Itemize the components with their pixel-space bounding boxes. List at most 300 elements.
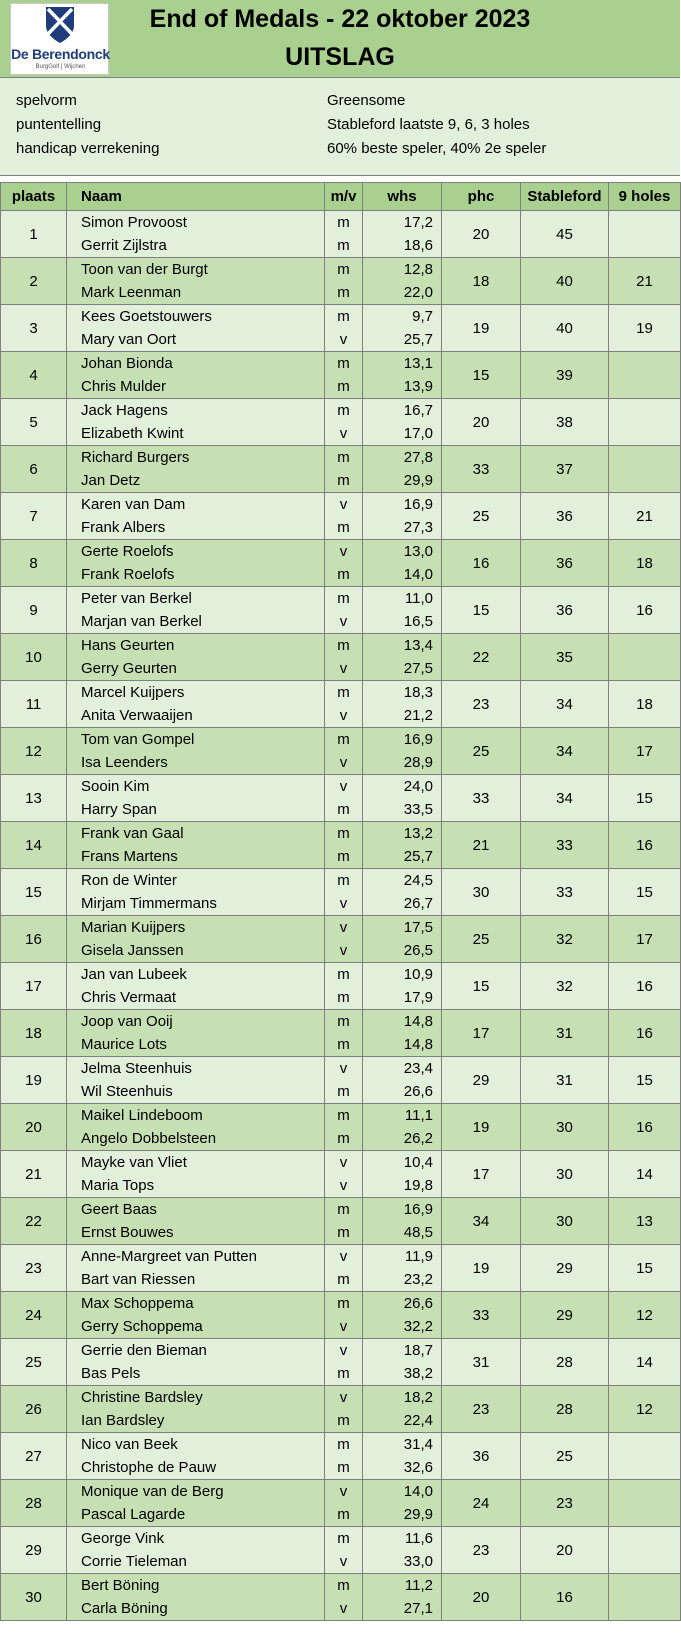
cell-mv-second: v <box>339 754 348 771</box>
cell-stableford: 32 <box>521 963 609 1010</box>
cell-9-holes <box>609 352 681 399</box>
cell-whs <box>363 211 442 258</box>
cell-mv-second: m <box>337 472 350 489</box>
cell-plaats: 19 <box>1 1057 67 1104</box>
cell-plaats: 25 <box>1 1339 67 1386</box>
table-row <box>1 587 681 634</box>
cell-phc: 24 <box>442 1480 521 1527</box>
cell-plaats: 30 <box>1 1574 67 1621</box>
cell-naam-first: Frank van Gaal <box>81 825 184 842</box>
cell-whs-pair <box>363 1480 441 1526</box>
cell-naam <box>67 211 325 258</box>
cell-whs-pair <box>363 1386 441 1432</box>
cell-whs-first: 16,9 <box>403 496 433 513</box>
cell-naam-second: Gerry Geurten <box>81 660 177 677</box>
cell-mv <box>325 1104 363 1151</box>
cell-mv <box>325 1527 363 1574</box>
info-row-spelvorm <box>0 92 680 116</box>
cell-stableford: 45 <box>521 211 609 258</box>
cell-naam-second: Maria Tops <box>81 1177 155 1194</box>
cell-mv-first: m <box>337 684 350 701</box>
game-info <box>0 78 680 176</box>
cell-stableford: 34 <box>521 728 609 775</box>
cell-mv-pair <box>325 775 362 821</box>
info-label: spelvorm <box>16 92 77 109</box>
cell-mv <box>325 1386 363 1433</box>
cell-whs-second: 17,0 <box>403 425 433 442</box>
cell-whs-second: 32,6 <box>403 1459 433 1476</box>
cell-naam <box>67 634 325 681</box>
cell-mv-second: v <box>339 1177 348 1194</box>
cell-whs <box>363 493 442 540</box>
cell-whs-pair <box>363 1339 441 1385</box>
cell-mv-second: m <box>337 1224 350 1241</box>
cell-naam-second: Bart van Riessen <box>81 1271 196 1288</box>
cell-naam-pair <box>67 399 324 445</box>
cell-mv-second: v <box>339 1318 348 1335</box>
cell-plaats: 12 <box>1 728 67 775</box>
cell-stableford: 36 <box>521 540 609 587</box>
col-header-stableford: Stableford <box>521 183 609 211</box>
cell-mv-pair <box>325 1151 362 1197</box>
cell-plaats: 29 <box>1 1527 67 1574</box>
cell-whs-first: 26,6 <box>403 1295 433 1312</box>
cell-whs-second: 19,8 <box>403 1177 433 1194</box>
cell-naam-first: George Vink <box>81 1530 165 1547</box>
cell-whs-pair <box>363 822 441 868</box>
cell-plaats: 22 <box>1 1198 67 1245</box>
cell-stableford: 34 <box>521 775 609 822</box>
cell-phc: 23 <box>442 1386 521 1433</box>
cell-mv-first: v <box>339 1248 348 1265</box>
page-title: End of Medals - 22 oktober 2023 <box>149 5 531 33</box>
cell-plaats: 8 <box>1 540 67 587</box>
cell-whs-first: 27,8 <box>403 449 433 466</box>
col-header-naam: Naam <box>67 183 325 211</box>
cell-naam-pair <box>67 1292 324 1338</box>
col-header-mv: m/v <box>325 183 363 211</box>
cell-naam-first: Nico van Beek <box>81 1436 178 1453</box>
cell-stableford: 36 <box>521 587 609 634</box>
cell-mv-pair <box>325 822 362 868</box>
cell-naam-second: Marjan van Berkel <box>81 613 202 630</box>
cell-whs-first: 14,8 <box>403 1013 433 1030</box>
cell-naam <box>67 681 325 728</box>
cell-phc: 15 <box>442 352 521 399</box>
cell-naam-second: Chris Vermaat <box>81 989 177 1006</box>
cell-whs-second: 27,3 <box>403 519 433 536</box>
cell-whs-first: 13,4 <box>403 637 433 654</box>
cell-naam-first: Simon Provoost <box>81 214 187 231</box>
table-row <box>1 211 681 258</box>
cell-naam-pair <box>67 1339 324 1385</box>
cell-plaats: 13 <box>1 775 67 822</box>
cell-naam-second: Ernst Bouwes <box>81 1224 174 1241</box>
cell-whs-pair <box>363 634 441 680</box>
cell-whs <box>363 1527 442 1574</box>
cell-whs-first: 13,2 <box>403 825 433 842</box>
cell-mv <box>325 1292 363 1339</box>
cell-stableford: 28 <box>521 1339 609 1386</box>
cell-whs-first: 10,9 <box>403 966 433 983</box>
cell-plaats: 4 <box>1 352 67 399</box>
cell-naam <box>67 399 325 446</box>
cell-naam-first: Monique van de Berg <box>81 1483 224 1500</box>
cell-phc: 16 <box>442 540 521 587</box>
cell-naam <box>67 1339 325 1386</box>
cell-naam-first: Johan Bionda <box>81 355 173 372</box>
cell-naam-second: Christophe de Pauw <box>81 1459 217 1476</box>
cell-whs <box>363 634 442 681</box>
cell-mv-first: m <box>337 308 350 325</box>
cell-mv-pair <box>325 1104 362 1150</box>
table-row <box>1 681 681 728</box>
cell-whs-second: 28,9 <box>403 754 433 771</box>
cell-stableford: 29 <box>521 1245 609 1292</box>
cell-naam-second: Mirjam Timmermans <box>81 895 217 912</box>
cell-plaats: 9 <box>1 587 67 634</box>
cell-whs-pair <box>363 1527 441 1573</box>
cell-whs-second: 38,2 <box>403 1365 433 1382</box>
cell-naam-pair <box>67 681 324 727</box>
cell-naam-pair <box>67 493 324 539</box>
cell-whs <box>363 1057 442 1104</box>
cell-mv <box>325 681 363 728</box>
cell-whs <box>363 305 442 352</box>
cell-mv <box>325 634 363 681</box>
cell-mv-first: v <box>339 496 348 513</box>
cell-phc: 34 <box>442 1198 521 1245</box>
cell-plaats: 18 <box>1 1010 67 1057</box>
cell-whs-second: 33,5 <box>403 801 433 818</box>
cell-whs-pair <box>363 446 441 492</box>
cell-whs <box>363 1245 442 1292</box>
cell-mv <box>325 1574 363 1621</box>
cell-plaats: 15 <box>1 869 67 916</box>
cell-stableford: 31 <box>521 1010 609 1057</box>
cell-naam <box>67 493 325 540</box>
cell-naam-second: Elizabeth Kwint <box>81 425 184 442</box>
cell-whs <box>363 916 442 963</box>
cell-whs-second: 26,7 <box>403 895 433 912</box>
shield-icon <box>45 6 75 44</box>
cell-naam <box>67 1245 325 1292</box>
cell-mv-pair <box>325 399 362 445</box>
cell-phc: 30 <box>442 869 521 916</box>
cell-naam-first: Ron de Winter <box>81 872 177 889</box>
cell-mv-second: m <box>337 1365 350 1382</box>
cell-mv-second: m <box>337 801 350 818</box>
cell-naam-second: Jan Detz <box>81 472 141 489</box>
cell-mv <box>325 1433 363 1480</box>
cell-9-holes: 12 <box>609 1386 681 1433</box>
cell-naam-first: Sooin Kim <box>81 778 150 795</box>
logo-subtitle: BurgGolf | Wijchen <box>35 64 86 70</box>
cell-9-holes: 16 <box>609 1010 681 1057</box>
cell-naam <box>67 822 325 869</box>
cell-plaats: 14 <box>1 822 67 869</box>
cell-naam-second: Frank Roelofs <box>81 566 175 583</box>
cell-mv-second: m <box>337 566 350 583</box>
cell-mv-second: m <box>337 1271 350 1288</box>
cell-9-holes: 16 <box>609 963 681 1010</box>
cell-naam-pair <box>67 1151 324 1197</box>
table-row <box>1 1198 681 1245</box>
cell-naam-pair <box>67 1574 324 1620</box>
cell-whs-first: 17,5 <box>403 919 433 936</box>
cell-mv <box>325 446 363 493</box>
cell-mv-first: m <box>337 214 350 231</box>
cell-stableford: 25 <box>521 1433 609 1480</box>
cell-mv-first: v <box>339 1154 348 1171</box>
cell-whs <box>363 1010 442 1057</box>
results-table <box>0 182 681 1621</box>
info-value: Greensome <box>327 92 406 109</box>
cell-stableford: 38 <box>521 399 609 446</box>
cell-naam-second: Frank Albers <box>81 519 166 536</box>
cell-stableford: 40 <box>521 258 609 305</box>
cell-whs-second: 13,9 <box>403 378 433 395</box>
cell-whs <box>363 775 442 822</box>
cell-whs-first: 11,0 <box>404 590 433 607</box>
cell-whs-first: 9,7 <box>412 308 433 325</box>
info-value: Stableford laatste 9, 6, 3 holes <box>327 116 530 133</box>
cell-mv-first: v <box>339 1389 348 1406</box>
cell-9-holes: 21 <box>609 258 681 305</box>
cell-stableford: 30 <box>521 1151 609 1198</box>
cell-naam-first: Kees Goetstouwers <box>81 308 212 325</box>
table-row <box>1 446 681 493</box>
cell-phc: 20 <box>442 211 521 258</box>
cell-whs-first: 17,2 <box>403 214 433 231</box>
cell-phc: 15 <box>442 963 521 1010</box>
cell-whs-first: 31,4 <box>403 1436 433 1453</box>
cell-9-holes: 18 <box>609 540 681 587</box>
cell-stableford: 30 <box>521 1198 609 1245</box>
cell-plaats: 28 <box>1 1480 67 1527</box>
cell-whs <box>363 1433 442 1480</box>
cell-phc: 31 <box>442 1339 521 1386</box>
cell-phc: 23 <box>442 1527 521 1574</box>
cell-stableford: 23 <box>521 1480 609 1527</box>
cell-whs-first: 16,9 <box>403 1201 433 1218</box>
cell-naam-first: Anne-Margreet van Putten <box>81 1248 257 1265</box>
cell-naam-second: Mary van Oort <box>81 331 177 348</box>
cell-whs-pair <box>363 681 441 727</box>
cell-mv-second: v <box>339 895 348 912</box>
cell-whs-second: 26,2 <box>403 1130 433 1147</box>
cell-plaats: 27 <box>1 1433 67 1480</box>
cell-plaats: 6 <box>1 446 67 493</box>
cell-phc: 19 <box>442 305 521 352</box>
cell-naam-pair <box>67 1433 324 1479</box>
cell-naam-pair <box>67 869 324 915</box>
cell-naam-first: Toon van der Burgt <box>81 261 208 278</box>
cell-phc: 22 <box>442 634 521 681</box>
cell-mv-first: m <box>337 1577 350 1594</box>
cell-mv-first: m <box>337 449 350 466</box>
cell-mv-second: v <box>339 660 348 677</box>
cell-whs-second: 17,9 <box>403 989 433 1006</box>
cell-mv-pair <box>325 1527 362 1573</box>
cell-stableford: 36 <box>521 493 609 540</box>
cell-naam <box>67 869 325 916</box>
cell-mv-first: v <box>339 919 348 936</box>
cell-naam-first: Tom van Gompel <box>81 731 195 748</box>
cell-naam-first: Peter van Berkel <box>81 590 192 607</box>
header-band <box>0 0 680 78</box>
table-row <box>1 1339 681 1386</box>
cell-mv-pair <box>325 869 362 915</box>
cell-whs-first: 18,7 <box>403 1342 433 1359</box>
cell-naam-pair <box>67 258 324 304</box>
cell-phc: 19 <box>442 1104 521 1151</box>
cell-whs-first: 24,5 <box>403 872 433 889</box>
cell-mv-pair <box>325 587 362 633</box>
cell-phc: 25 <box>442 728 521 775</box>
cell-mv-pair <box>325 1480 362 1526</box>
cell-stableford: 39 <box>521 352 609 399</box>
cell-stableford: 33 <box>521 869 609 916</box>
cell-whs-pair <box>363 963 441 1009</box>
cell-naam-pair <box>67 587 324 633</box>
cell-plaats: 1 <box>1 211 67 258</box>
cell-naam-pair <box>67 352 324 398</box>
cell-naam <box>67 1480 325 1527</box>
cell-whs-pair <box>363 352 441 398</box>
cell-mv-first: v <box>339 1342 348 1359</box>
cell-mv <box>325 1480 363 1527</box>
cell-whs-second: 33,0 <box>403 1553 433 1570</box>
cell-naam <box>67 540 325 587</box>
cell-naam-pair <box>67 540 324 586</box>
cell-stableford: 34 <box>521 681 609 728</box>
cell-whs <box>363 728 442 775</box>
cell-phc: 15 <box>442 587 521 634</box>
cell-naam <box>67 352 325 399</box>
cell-naam-pair <box>67 775 324 821</box>
cell-whs-second: 21,2 <box>403 707 433 724</box>
cell-mv <box>325 258 363 305</box>
cell-whs <box>363 587 442 634</box>
cell-mv-second: v <box>339 942 348 959</box>
cell-whs-second: 29,9 <box>403 1506 433 1523</box>
cell-whs-second: 14,8 <box>403 1036 433 1053</box>
cell-whs-pair <box>363 1245 441 1291</box>
cell-stableford: 37 <box>521 446 609 493</box>
cell-whs-pair <box>363 1057 441 1103</box>
cell-mv <box>325 540 363 587</box>
cell-mv-second: m <box>337 848 350 865</box>
cell-mv-pair <box>325 1198 362 1244</box>
cell-naam <box>67 1010 325 1057</box>
page-subtitle: UITSLAG <box>285 43 395 71</box>
cell-phc: 33 <box>442 775 521 822</box>
cell-whs-second: 27,1 <box>403 1600 433 1617</box>
cell-mv-first: m <box>337 872 350 889</box>
cell-mv-first: m <box>337 637 350 654</box>
cell-naam-first: Richard Burgers <box>81 449 190 466</box>
cell-phc: 20 <box>442 1574 521 1621</box>
cell-stableford: 28 <box>521 1386 609 1433</box>
cell-9-holes: 17 <box>609 728 681 775</box>
cell-9-holes <box>609 446 681 493</box>
cell-naam-pair <box>67 1245 324 1291</box>
cell-whs-second: 48,5 <box>403 1224 433 1241</box>
cell-mv-second: m <box>337 519 350 536</box>
cell-phc: 33 <box>442 1292 521 1339</box>
cell-naam-second: Harry Span <box>81 801 157 818</box>
table-row <box>1 1057 681 1104</box>
cell-whs <box>363 258 442 305</box>
cell-whs <box>363 1339 442 1386</box>
cell-naam-first: Gerrie den Bieman <box>81 1342 207 1359</box>
cell-mv-pair <box>325 634 362 680</box>
cell-naam <box>67 963 325 1010</box>
info-row-puntentelling <box>0 116 680 140</box>
cell-mv-pair <box>325 446 362 492</box>
cell-whs <box>363 1574 442 1621</box>
cell-naam-second: Mark Leenman <box>81 284 182 301</box>
cell-whs-pair <box>363 869 441 915</box>
cell-naam-second: Pascal Lagarde <box>81 1506 186 1523</box>
cell-naam-pair <box>67 1198 324 1244</box>
cell-phc: 17 <box>442 1151 521 1198</box>
cell-mv-pair <box>325 1433 362 1479</box>
cell-whs-second: 18,6 <box>403 237 433 254</box>
cell-mv-pair <box>325 728 362 774</box>
cell-whs <box>363 352 442 399</box>
table-row <box>1 1010 681 1057</box>
cell-naam-second: Corrie Tieleman <box>81 1553 187 1570</box>
cell-9-holes: 16 <box>609 822 681 869</box>
cell-naam-pair <box>67 963 324 1009</box>
cell-mv-pair <box>325 211 362 257</box>
cell-naam-first: Maikel Lindeboom <box>81 1107 203 1124</box>
cell-naam-second: Frans Martens <box>81 848 178 865</box>
cell-naam-first: Jan van Lubeek <box>81 966 187 983</box>
cell-phc: 19 <box>442 1245 521 1292</box>
table-row <box>1 869 681 916</box>
cell-mv <box>325 1151 363 1198</box>
table-row <box>1 634 681 681</box>
cell-whs <box>363 822 442 869</box>
cell-mv-second: m <box>337 1506 350 1523</box>
cell-naam-second: Bas Pels <box>81 1365 141 1382</box>
cell-whs <box>363 1480 442 1527</box>
cell-9-holes <box>609 1433 681 1480</box>
cell-phc: 36 <box>442 1433 521 1480</box>
table-row <box>1 399 681 446</box>
cell-whs-second: 29,9 <box>403 472 433 489</box>
cell-naam-first: Gerte Roelofs <box>81 543 174 560</box>
cell-mv-first: m <box>337 1530 350 1547</box>
table-row <box>1 1104 681 1151</box>
cell-mv <box>325 916 363 963</box>
cell-naam <box>67 446 325 493</box>
table-body <box>1 211 681 1621</box>
cell-mv-first: m <box>337 261 350 278</box>
cell-naam <box>67 1527 325 1574</box>
table-row <box>1 1292 681 1339</box>
cell-9-holes: 21 <box>609 493 681 540</box>
cell-mv-first: m <box>337 825 350 842</box>
cell-mv-pair <box>325 681 362 727</box>
cell-naam-first: Marcel Kuijpers <box>81 684 185 701</box>
cell-naam-pair <box>67 1527 324 1573</box>
cell-whs-second: 16,5 <box>403 613 433 630</box>
cell-mv-first: m <box>337 731 350 748</box>
